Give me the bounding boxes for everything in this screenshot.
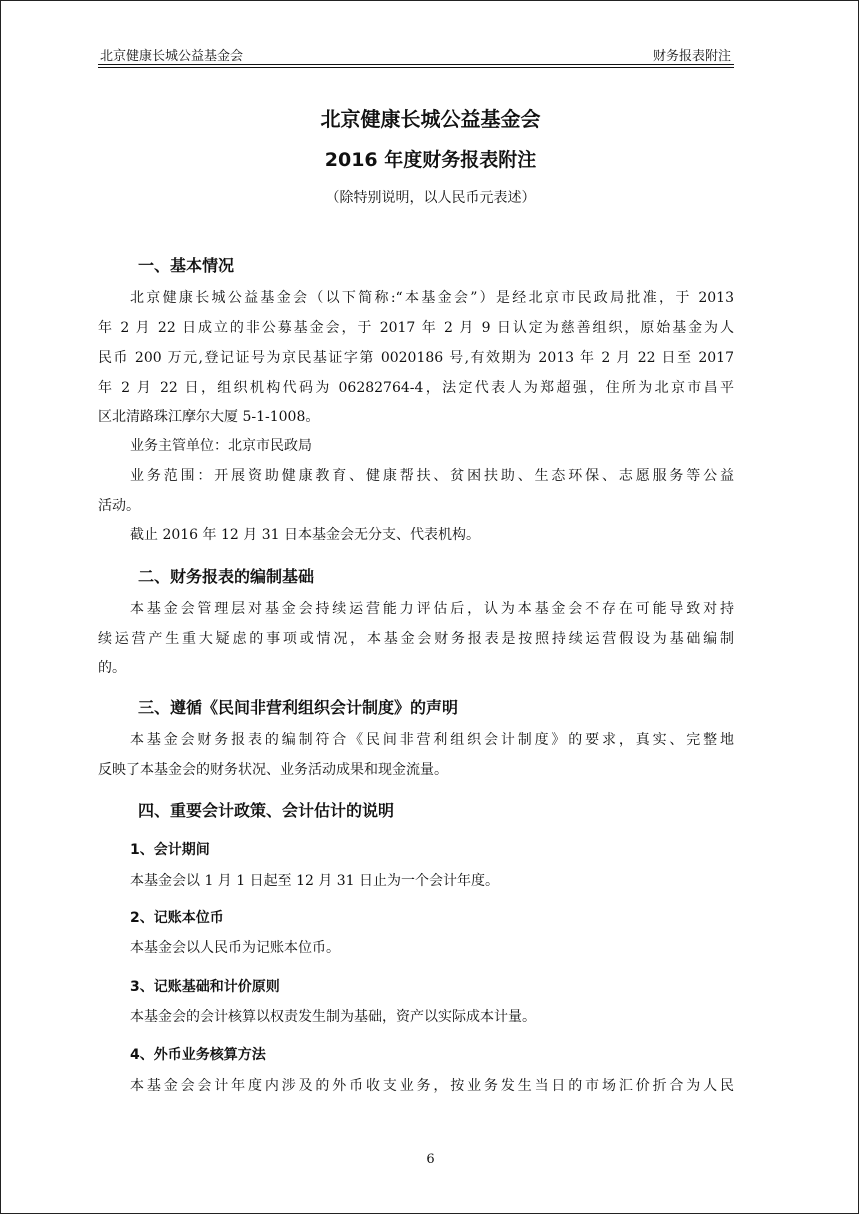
subsection-heading: 4、外币业务核算方法 [130,1047,266,1063]
section-3-paragraph-line: 本基金会财务报表的编制符合《民间非营利组织会计制度》的要求，真实、完整地 [130,732,734,748]
subsection-heading: 1、会计期间 [130,842,210,858]
section-1-heading: 一、基本情况 [138,256,235,275]
business-scope-line: 业务范围：开展资助健康教育、健康帮扶、贫困扶助、生态环保、志愿服务等公益 [130,468,734,484]
currency-note: （除特别说明，以人民币元表述） [325,190,536,206]
section-1-paragraph-line: 区北清路珠江摩尔大厦 5-1-1008。 [98,409,320,425]
section-3-heading: 三、遵循《民间非营利组织会计制度》的声明 [138,698,459,717]
subsection-text: 本基金会会计年度内涉及的外币收支业务，按业务发生当日的市场汇价折合为人民 [130,1078,734,1094]
supervising-unit: 业务主管单位：北京市民政局 [130,438,312,454]
header-document-type: 财务报表附注 [652,49,731,64]
section-2-paragraph-line: 续运营产生重大疑虑的事项或情况，本基金会财务报表是按照持续运营假设为基础编制 [98,631,734,647]
business-scope-line: 活动。 [98,498,140,514]
header-organization: 北京健康长城公益基金会 [100,49,244,64]
subsection-text: 本基金会的会计核算以权责发生制为基础，资产以实际成本计量。 [130,1009,536,1025]
page-number: 6 [426,1152,435,1167]
section-3-paragraph-line: 反映了本基金会的财务状况、业务活动成果和现金流量。 [98,762,448,778]
section-1-paragraph-line: 北京健康长城公益基金会（以下简称:“本基金会”）是经北京市民政局批准，于 2013 [130,290,734,306]
subsection-heading: 3、记账基础和计价原则 [130,979,280,995]
section-2-heading: 二、财务报表的编制基础 [138,567,315,586]
section-2-paragraph-line: 本基金会管理层对基金会持续运营能力评估后，认为本基金会不存在可能导致对持 [130,601,734,617]
subsection-text: 本基金会以人民币为记账本位币。 [130,940,340,956]
section-1-paragraph-line: 民币 200 万元,登记证号为京民基证字第 0020186 号,有效期为 2013 年 2 月 22 日至 2017 [98,350,734,366]
subsection-heading: 2、记账本位币 [130,910,224,926]
document-title: 北京健康长城公益基金会 [320,107,541,131]
header-rule-double [98,67,734,68]
section-1-paragraph-line: 年 2 月 22 日成立的非公募基金会，于 2017 年 2 月 9 日认定为慈善组织，原始基金为人 [98,320,734,336]
subsection-text: 本基金会以 1 月 1 日起至 12 月 31 日止为一个会计年度。 [130,873,500,889]
document-subtitle: 2016 年度财务报表附注 [324,149,537,171]
section-2-paragraph-line: 的。 [98,660,126,676]
header-rule [98,64,734,65]
branch-statement: 截止 2016 年 12 月 31 日本基金会无分支、代表机构。 [130,527,480,543]
section-1-paragraph-line: 年 2 月 22 日，组织机构代码为 06282764-4，法定代表人为郑超强，住所为北京市昌平 [98,380,734,396]
section-4-heading: 四、重要会计政策、会计估计的说明 [138,801,395,820]
